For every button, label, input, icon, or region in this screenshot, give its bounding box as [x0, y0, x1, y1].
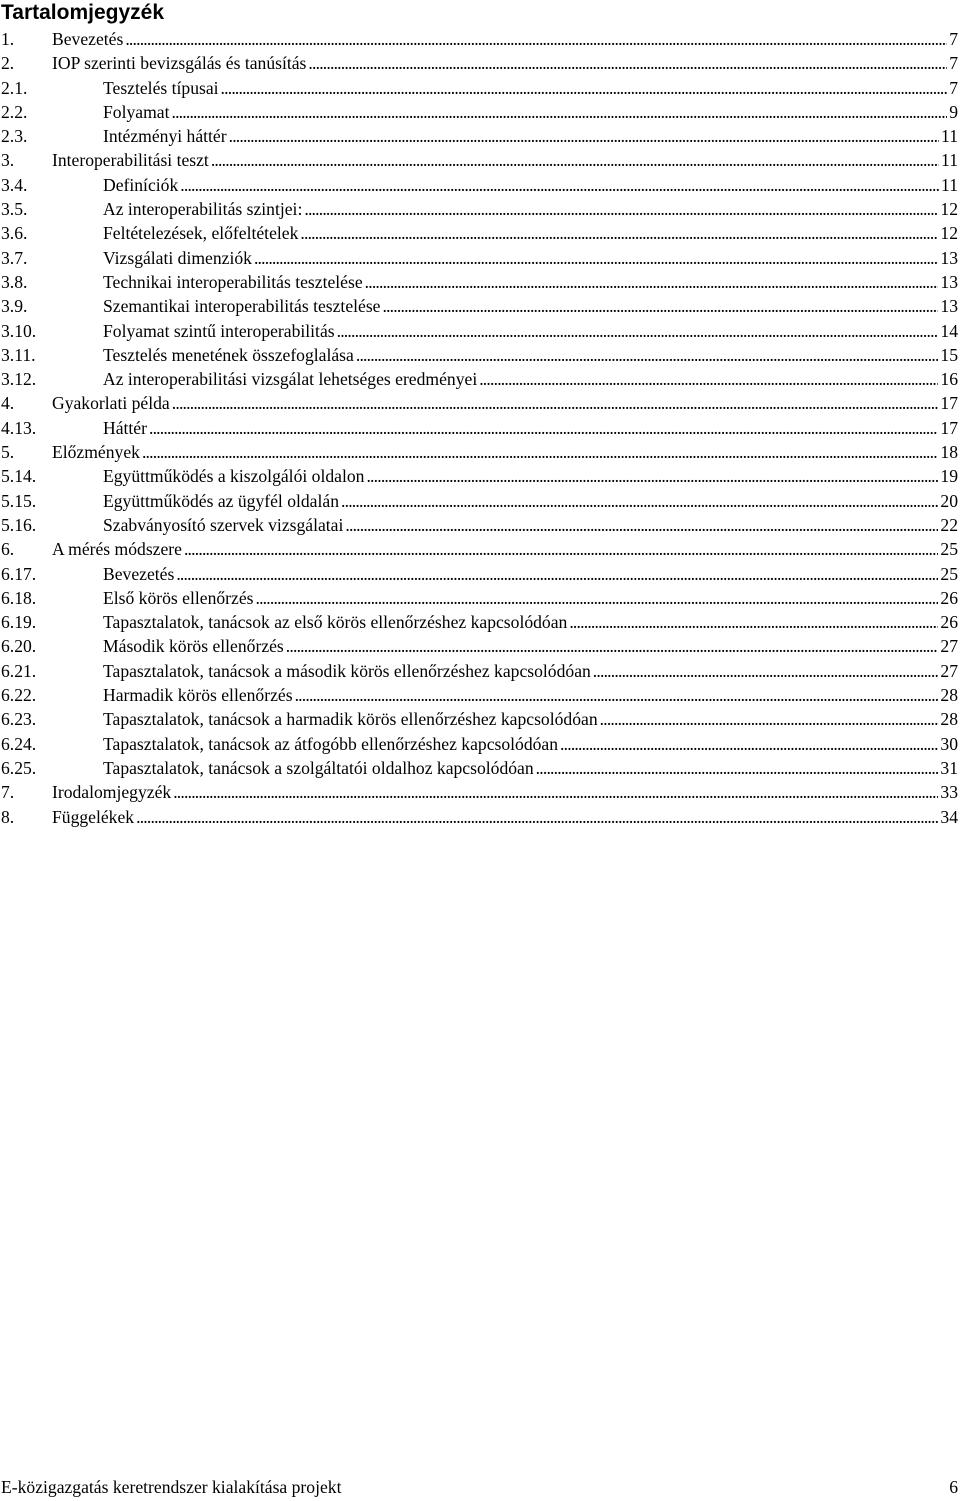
toc-entry-page: 14: [940, 320, 958, 341]
toc-entry-title: Feltételezések, előfeltételek: [103, 223, 299, 244]
page-footer: [1, 1475, 958, 1499]
toc-entry-page: 30: [940, 733, 958, 754]
toc-dot-leader: [125, 27, 947, 51]
toc-entry-page: 33: [940, 782, 958, 803]
toc-dot-leader: [593, 659, 939, 683]
toc-entry[interactable]: [0, 634, 960, 658]
toc-entry-title: Tapasztalatok, tanácsok a szolgáltatói oldalhoz kapcsolódóan: [103, 757, 534, 778]
toc-entry[interactable]: [0, 76, 960, 100]
toc-entry-title: Szemantikai interoperabilitás tesztelése: [103, 296, 381, 317]
toc-entry-number: 6.25.: [1, 757, 37, 778]
toc-entry-number: 6.24.: [1, 733, 37, 754]
toc-entry-number: 6.19.: [1, 612, 37, 633]
toc-entry[interactable]: [0, 367, 960, 391]
toc-entry-number: 3.11.: [1, 344, 36, 365]
toc-entry[interactable]: [0, 148, 960, 172]
toc-entry-page: 34: [940, 806, 958, 827]
toc-dot-leader: [341, 489, 938, 513]
toc-entry[interactable]: [0, 805, 960, 829]
toc-entry[interactable]: [0, 27, 960, 51]
toc-entry-number: 3.8.: [1, 271, 28, 292]
toc-entry-page: 13: [940, 247, 958, 268]
toc-entry-page: 7: [949, 53, 958, 74]
toc-dot-leader: [176, 562, 938, 586]
toc-entry-number: 4.13.: [1, 417, 37, 438]
toc-dot-leader: [365, 270, 939, 294]
toc-dot-leader: [221, 76, 948, 100]
toc-entry-page: 17: [940, 393, 958, 414]
toc-entry-page: 28: [940, 709, 958, 730]
toc-entry[interactable]: [0, 124, 960, 148]
toc-entry-number: 3.5.: [1, 199, 28, 220]
toc-entry[interactable]: [0, 513, 960, 537]
toc-dot-leader: [536, 756, 939, 780]
toc-entry-title: Második körös ellenőrzés: [103, 636, 284, 657]
toc-dot-leader: [569, 610, 938, 634]
toc-entry[interactable]: [0, 246, 960, 270]
toc-dot-leader: [600, 707, 939, 731]
toc-dot-leader: [255, 586, 938, 610]
toc-entry-title: Vizsgálati dimenziók: [103, 247, 252, 268]
toc-entry-page: 11: [941, 174, 958, 195]
toc-entry-title: Az interoperabilitási vizsgálat lehetséges eredményei: [103, 369, 478, 390]
toc-entry-number: 6.23.: [1, 709, 37, 730]
toc-title: Tartalomjegyzék: [1, 1, 165, 24]
toc-entry[interactable]: [0, 221, 960, 245]
toc-entry-title: Gyakorlati példa: [52, 393, 170, 414]
toc-entry-title: Szabványosító szervek vizsgálatai: [103, 514, 344, 535]
toc-dot-leader: [254, 246, 938, 270]
toc-entry[interactable]: [0, 416, 960, 440]
toc-dot-leader: [366, 464, 938, 488]
toc-entry[interactable]: [0, 562, 960, 586]
toc-entry[interactable]: [0, 100, 960, 124]
toc-entry-title: Tapasztalatok, tanácsok az átfogóbb ellenőrzéshez kapcsolódóan: [103, 733, 559, 754]
toc-entry[interactable]: [0, 294, 960, 318]
toc-entry-page: 27: [940, 636, 958, 657]
toc-entry-page: 26: [940, 587, 958, 608]
toc-dot-leader: [356, 343, 939, 367]
toc-entry-title: Előzmények: [52, 442, 140, 463]
toc-entry[interactable]: [0, 489, 960, 513]
toc-entry-title: A mérés módszere: [52, 539, 182, 560]
toc-dot-leader: [229, 124, 939, 148]
toc-dot-leader: [149, 416, 938, 440]
toc-entry[interactable]: [0, 270, 960, 294]
toc-entry-page: 11: [941, 126, 958, 147]
toc-dot-leader: [180, 173, 939, 197]
toc-entry-page: 7: [949, 77, 958, 98]
toc-entry-number: 4.: [1, 393, 15, 414]
toc-entry[interactable]: [0, 440, 960, 464]
toc-entry-title: Intézményi háttér: [103, 126, 227, 147]
toc-dot-leader: [171, 100, 947, 124]
toc-entry-page: 15: [940, 344, 958, 365]
toc-dot-leader: [286, 634, 939, 658]
toc-entry-number: 3.12.: [1, 369, 37, 390]
toc-entry-page: 13: [940, 296, 958, 317]
toc-dot-leader: [172, 391, 939, 415]
toc-entry-page: 25: [940, 539, 958, 560]
toc-entry-title: Tapasztalatok, tanácsok a második körös ellenőrzéshez kapcsolódóan: [103, 660, 591, 681]
toc-dot-leader: [211, 148, 939, 172]
toc-entry-number: 5.16.: [1, 514, 37, 535]
toc-entry-title: Együttműködés a kiszolgálói oldalon: [103, 466, 365, 487]
footer-project-name: E-közigazgatás keretrendszer kialakítása projekt: [1, 1477, 342, 1497]
toc-entry-page: 28: [940, 685, 958, 706]
toc-entry[interactable]: [0, 707, 960, 731]
toc-entry-title: Folyamat: [103, 101, 170, 122]
toc-entry[interactable]: [0, 343, 960, 367]
toc-entry[interactable]: [0, 197, 960, 221]
toc-dot-leader: [136, 805, 938, 829]
toc-entry-title: Első körös ellenőrzés: [103, 587, 254, 608]
toc-entry-title: Irodalomjegyzék: [52, 782, 172, 803]
toc-entry-title: Tapasztalatok, tanácsok az első körös ellenőrzéshez kapcsolódóan: [103, 612, 568, 633]
toc-entry[interactable]: [0, 537, 960, 561]
toc-entry-number: 6.18.: [1, 587, 37, 608]
toc-entry-page: 12: [940, 199, 958, 220]
toc-entry-page: 22: [940, 514, 958, 535]
toc-entry[interactable]: [0, 173, 960, 197]
toc-entry-page: 12: [940, 223, 958, 244]
toc-entry[interactable]: [0, 51, 960, 75]
toc-dot-leader: [382, 294, 938, 318]
toc-dot-leader: [173, 780, 938, 804]
toc-entry-title: Folyamat szintű interoperabilitás: [103, 320, 335, 341]
table-of-contents: [0, 27, 960, 829]
toc-entry[interactable]: [0, 659, 960, 683]
toc-entry[interactable]: [0, 683, 960, 707]
toc-entry-title: Az interoperabilitás szintjei:: [103, 199, 303, 220]
toc-entry-page: 17: [940, 417, 958, 438]
toc-entry-number: 5.15.: [1, 490, 37, 511]
toc-entry[interactable]: [0, 391, 960, 415]
toc-dot-leader: [345, 513, 938, 537]
toc-entry-page: 20: [940, 490, 958, 511]
toc-entry-number: 5.14.: [1, 466, 37, 487]
toc-entry-number: 2.1.: [1, 77, 28, 98]
toc-entry-page: 25: [940, 563, 958, 584]
toc-entry-title: Háttér: [103, 417, 147, 438]
toc-entry[interactable]: [0, 610, 960, 634]
toc-entry-page: 27: [940, 660, 958, 681]
toc-entry-page: 11: [941, 150, 958, 171]
toc-dot-leader: [560, 732, 938, 756]
toc-entry-number: 6.20.: [1, 636, 37, 657]
toc-entry-number: 8.: [1, 806, 15, 827]
toc-dot-leader: [337, 319, 939, 343]
toc-entry[interactable]: [0, 586, 960, 610]
toc-dot-leader: [184, 537, 938, 561]
toc-entry-page: 7: [949, 29, 958, 49]
toc-entry-number: 5.: [1, 442, 15, 463]
toc-entry-title: Függelékek: [52, 806, 135, 827]
toc-entry-page: 19: [940, 466, 958, 487]
toc-entry-number: 7.: [1, 782, 15, 803]
toc-entry-page: 26: [940, 612, 958, 633]
toc-entry[interactable]: [0, 780, 960, 804]
toc-entry-title: Tapasztalatok, tanácsok a harmadik körös ellenőrzéshez kapcsolódóan: [103, 709, 598, 730]
toc-entry-number: 3.10.: [1, 320, 37, 341]
toc-entry-title: Együttműködés az ügyfél oldalán: [103, 490, 339, 511]
toc-entry-number: 6.22.: [1, 685, 37, 706]
footer-page-number: 6: [949, 1477, 958, 1497]
toc-dot-leader: [142, 440, 938, 464]
toc-dot-leader: [308, 51, 947, 75]
toc-entry-number: 3.: [1, 150, 15, 171]
toc-dot-leader: [479, 367, 938, 391]
toc-entry-title: Interoperabilitási teszt: [52, 150, 209, 171]
toc-entry[interactable]: [0, 756, 960, 780]
toc-entry-title: Tesztelés menetének összefoglalása: [103, 344, 354, 365]
toc-entry[interactable]: [0, 732, 960, 756]
toc-entry-title: Tesztelés típusai: [103, 77, 219, 98]
toc-entry-number: 3.6.: [1, 223, 28, 244]
toc-entry-title: IOP szerinti bevizsgálás és tanúsítás: [52, 53, 307, 74]
toc-entry-title: Harmadik körös ellenőrzés: [103, 685, 293, 706]
toc-entry-page: 16: [940, 369, 958, 390]
toc-entry-title: Bevezetés: [103, 563, 175, 584]
toc-dot-leader: [300, 221, 938, 245]
toc-entry-number: 3.7.: [1, 247, 28, 268]
toc-entry-title: Definíciók: [103, 174, 179, 195]
toc-entry[interactable]: [0, 319, 960, 343]
toc-entry-number: 6.17.: [1, 563, 37, 584]
toc-entry-number: 3.4.: [1, 174, 28, 195]
toc-entry-page: 9: [949, 101, 958, 122]
toc-entry-title: Bevezetés: [52, 29, 124, 49]
toc-dot-leader: [295, 683, 939, 707]
toc-entry[interactable]: [0, 464, 960, 488]
toc-dot-leader: [304, 197, 938, 221]
toc-entry-number: 6.: [1, 539, 15, 560]
toc-entry-number: 6.21.: [1, 660, 37, 681]
toc-entry-page: 18: [940, 442, 958, 463]
toc-entry-page: 13: [940, 271, 958, 292]
toc-entry-number: 3.9.: [1, 296, 28, 317]
toc-entry-number: 1.: [1, 29, 15, 49]
toc-entry-number: 2.: [1, 53, 15, 74]
toc-entry-page: 31: [940, 757, 958, 778]
toc-entry-number: 2.3.: [1, 126, 28, 147]
toc-entry-number: 2.2.: [1, 101, 28, 122]
toc-entry-title: Technikai interoperabilitás tesztelése: [103, 271, 363, 292]
